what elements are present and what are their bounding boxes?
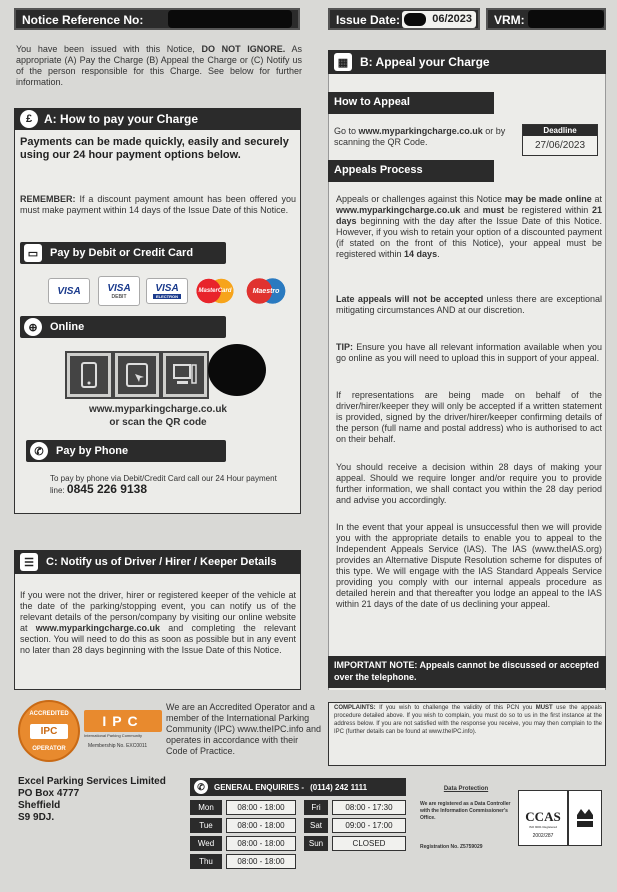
hours-time-fri: 08:00 - 17:30: [332, 800, 406, 815]
company-address: [18, 776, 178, 824]
dp-title: Data Protection: [443, 786, 489, 792]
redacted-qr-code: [208, 344, 266, 396]
section-b-header: [328, 50, 606, 74]
hours-day-mon: Mon: [190, 800, 222, 815]
ccas-text: CCAS: [525, 809, 561, 824]
deadline-value: 27/06/2023: [534, 140, 586, 151]
card-payment-title: Pay by Debit or Credit Card: [50, 247, 194, 259]
company-name: Excel Parking Services Limited: [18, 776, 166, 787]
section-c-text: If you were not the driver, hirer or registered keeper of the vehicle at the date of the parking/stopping event, you can notify us of the relevant details of the person/company by visiting our online website at www.myparkingcharge.co.uk and completing the relevant section. You will need to do this as soon as possible but in any event no later than 28 days beginning with the Issue Date of this Notice.: [20, 590, 296, 655]
representations-text: If representations are being made on behalf of the driver/hirer/keeper they will only be accepted if a written statement is provided, signed by the driver/hirer/keeper confirming details of the person (full name and postal address) who is authorised to act on their behalf.: [336, 390, 602, 444]
important-note: IMPORTANT NOTE: Appeals cannot be discussed or accepted over the telephone.: [328, 656, 606, 688]
hours-time-wed: 08:00 - 18:00: [226, 836, 296, 851]
hours-time-sat: 09:00 - 17:00: [332, 818, 406, 833]
appeals-paragraph-1: Appeals or challenges against this Notice may be made online at www.myparkingcharge.co.uk and must be registered within 21 days beginning with the day after the Issue Date of this Notice. However, if you wish to retain your option of a discounted payment (if stated on the front of this Notice), your appeal must be registered within 14 days.: [336, 194, 602, 259]
redacted-issue-day: [404, 13, 426, 26]
crown-ukas-icon: [568, 790, 602, 846]
appeals-process-bar: [328, 160, 494, 182]
membership-number: Membership No. EXC0011: [88, 743, 148, 749]
hours-day-sat: Sat: [304, 818, 328, 833]
globe-icon: ⊕: [24, 318, 42, 336]
section-c-title: C: Notify us of Driver / Hirer / Keeper Details: [46, 556, 277, 568]
enquiries-number: (0114) 242 1111: [310, 782, 368, 792]
online-qr-text: or scan the QR code: [109, 417, 207, 428]
ccas-number: 2002/287: [532, 833, 554, 839]
deadline-box: [522, 124, 598, 156]
tablet-device-icon: [115, 353, 159, 397]
seal-mid-text: IPC: [30, 724, 68, 739]
ipc-logo: IPC: [84, 710, 162, 732]
dp-text: We are registered as a Data Controller with the Information Commissioner's Office.: [420, 801, 511, 821]
online-url: www.myparkingcharge.co.uk: [88, 404, 227, 415]
remember-text: REMEMBER: If a discount payment amount has been offered you must make payment within 14 days of the Issue Date of this Notice.: [20, 194, 296, 215]
redacted-vrm: [528, 10, 604, 28]
card-icon: ▭: [24, 244, 42, 262]
mastercard-card: MasterCard: [194, 278, 236, 304]
intro-text: You have been issued with this Notice, DO NOT IGNORE. As appropriate (A) Pay the Charge (B) Appeal the Charge or (C) Notify us of the person responsible for this Charge. See below for further information.: [16, 44, 302, 87]
ipc-subtitle: International Parking Community: [84, 733, 143, 738]
section-a-lead: Payments can be made quickly, easily and securely using our 24 hour payment options below.: [20, 136, 289, 161]
phone-payment-bar: [26, 440, 226, 462]
enquiries-label: GENERAL ENQUIRIES -: [214, 782, 305, 792]
visa-card: VISA: [48, 278, 90, 304]
ccas-sub: ISO 9001 Registered: [528, 825, 558, 829]
redacted-notice-ref: [168, 10, 292, 28]
city: Sheffield: [18, 800, 61, 811]
data-protection: [420, 786, 512, 851]
section-c-header: [14, 550, 301, 574]
how-to-appeal-bar: [328, 92, 494, 114]
hours-day-wed: Wed: [190, 836, 222, 851]
section-a-header: [14, 108, 301, 130]
online-title: Online: [50, 321, 85, 333]
tip-text: TIP: Ensure you have all relevant information available when you go online as you will need to upload this in support of your appeal.: [336, 342, 602, 363]
seal-bottom-text: OPERATOR: [32, 746, 66, 752]
hours-day-tue: Tue: [190, 818, 222, 833]
seal-top-text: ACCREDITED: [29, 711, 69, 717]
visa-debit-card: VISA DEBIT: [98, 276, 140, 306]
person-card-icon: ☰: [20, 553, 38, 571]
deadline-label: Deadline: [523, 125, 597, 136]
issue-date-value: 06/2023: [402, 11, 476, 28]
hours-day-fri: Fri: [304, 800, 328, 815]
decision-text: You should receive a decision within 28 days of making your appeal. Should we require longer and/or require you to provide further information, we shall contact you within the 28 day period and advise you accordingly.: [336, 462, 602, 505]
enquiries-bar: [190, 778, 406, 796]
calculator-icon: ▦: [334, 53, 352, 71]
phone-device-icon: [67, 353, 111, 397]
how-to-appeal-title: How to Appeal: [334, 96, 410, 108]
ccas-logo: [518, 790, 568, 846]
late-appeals-text: Late appeals will not be accepted unless there are exceptional mitigating circumstances AND at our discretion.: [336, 294, 602, 315]
vrm-label: VRM:: [494, 13, 525, 27]
ias-text: In the event that your appeal is unsuccessful then we will provide you with the appropriate details to enable you to appeal to the Independent Appeals Service (IAS). The IAS (www.theIAS.org) provides an Alternative Dispute Resolution scheme for disputes of this type. We will engage with the IAS Standard Appeals Service providing you comply with our internal appeals procedure as detailed herein and that thereafter you lodge an appeal to the IAS within 21 days of the date of us declining your appeal.: [336, 522, 602, 609]
maestro-card: Maestro: [244, 278, 288, 304]
po-box: PO Box 4777: [18, 788, 80, 799]
phone-payment-text: To pay by phone via Debit/Credit Card call our 24 Hour payment line: 0845 226 9138: [50, 474, 277, 496]
online-bar: [20, 316, 226, 338]
ipc-seal: [18, 700, 80, 762]
issue-date-label: Issue Date:: [336, 13, 401, 27]
hours-day-thu: Thu: [190, 854, 222, 869]
pound-icon: £: [20, 110, 38, 128]
computer-device-icon: [163, 353, 207, 397]
visa-electron-card: VISA ELECTRON: [146, 278, 188, 304]
phone-icon: ✆: [30, 442, 48, 460]
card-payment-bar: [20, 242, 226, 264]
notice-ref-label: Notice Reference No:: [22, 13, 144, 27]
hours-time-thu: 08:00 - 18:00: [226, 854, 296, 869]
hours-day-sun: Sun: [304, 836, 328, 851]
accredited-text: We are an Accredited Operator and a member of the International Parking Community (IPC) www.theIPC.info and operates in accordance with their Code of Practice.: [166, 702, 322, 756]
hours-time-mon: 08:00 - 18:00: [226, 800, 296, 815]
hours-time-tue: 08:00 - 18:00: [226, 818, 296, 833]
how-to-appeal-text: Go to www.myparkingcharge.co.uk or by scanning the QR Code.: [334, 126, 506, 147]
section-a-title: A: How to pay your Charge: [44, 112, 199, 126]
phone-payment-title: Pay by Phone: [56, 445, 129, 457]
section-b-title: B: Appeal your Charge: [360, 55, 490, 69]
dp-registration: Registration No. Z5759029: [420, 844, 483, 850]
hours-time-sun: CLOSED: [332, 836, 406, 851]
complaints-text: COMPLAINTS: If you wish to challenge the validity of this PCN you MUST use the appeals procedure detailed above. If you wish to complain, you must do so to us in the first instance at the address below. If you are not satisfied with the response you receive, you may then complain to the IPC (further details can be found at www.theIPC.info).: [334, 705, 602, 735]
postcode: S9 9DJ.: [18, 812, 55, 823]
phone-number: 0845 226 9138: [66, 482, 148, 496]
appeals-process-title: Appeals Process: [334, 164, 423, 176]
phone-icon-footer: ✆: [194, 780, 208, 794]
